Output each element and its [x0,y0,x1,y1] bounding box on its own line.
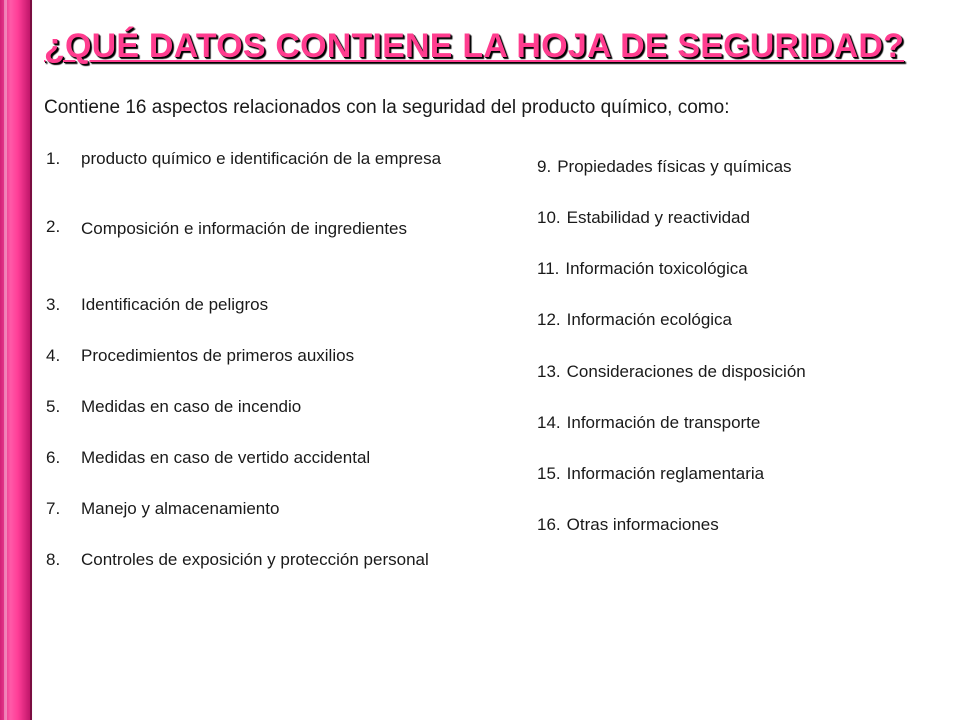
list-item-text: Propiedades físicas y químicas [557,157,792,176]
list-item-14 [537,411,760,435]
list-item-16 [537,513,719,537]
list-item-text: Medidas en caso de incendio [81,397,302,416]
list-item-4 [46,344,461,368]
list-item-text: Controles de exposición y protección personal [81,550,429,569]
list-item-number: 2. [46,217,61,236]
slide-title: ¿QUÉ DATOS CONTIENE LA HOJA DE SEGURIDAD? [44,27,905,65]
list-item-13 [537,360,806,384]
list-item-text: Información reglamentaria [566,464,765,483]
list-item-9 [537,155,792,179]
list-item-text: Composición e información de ingredientes [81,219,408,238]
list-item-text: Información ecológica [566,310,733,329]
list-item-2 [46,215,461,242]
list-item-number: 11. [537,259,560,278]
list-item-text: Estabilidad y reactividad [566,208,750,227]
list-item-text: Otras informaciones [566,515,719,534]
list-item-number: 7. [46,499,61,518]
list-item-8 [46,548,461,572]
list-item-text: Información de transporte [566,413,761,432]
list-item-number: 14. [537,413,561,432]
list-item-number: 1. [46,149,61,168]
accent-side-bar-highlight [4,0,7,720]
list-item-number: 10. [537,208,561,227]
list-item-1 [46,147,461,171]
list-item-11 [537,257,748,281]
list-item-7 [46,497,461,521]
list-item-number: 4. [46,346,61,365]
accent-side-bar-edge [30,0,32,720]
accent-side-bar [0,0,30,720]
list-item-12 [537,308,732,332]
list-item-text: Manejo y almacenamiento [81,499,280,518]
list-item-text: producto químico e identificación de la empresa [81,149,442,168]
list-item-number: 16. [537,515,561,534]
intro-text: Contiene 16 aspectos relacionados con la seguridad del producto químico, como: [44,97,730,118]
list-item-text: Información toxicológica [565,259,748,278]
list-item-number: 8. [46,550,61,569]
list-item-text: Procedimientos de primeros auxilios [81,346,355,365]
list-item-15 [537,462,764,486]
list-item-text: Identificación de peligros [81,295,269,314]
list-item-number: 12. [537,310,561,329]
list-item-6 [46,446,461,470]
list-item-number: 6. [46,448,61,467]
list-item-number: 5. [46,397,61,416]
list-item-number: 9. [537,157,552,176]
list-item-3 [46,293,461,317]
list-item-10 [537,206,750,230]
list-item-number: 3. [46,295,61,314]
list-item-text: Consideraciones de disposición [566,362,806,381]
list-item-text: Medidas en caso de vertido accidental [81,448,371,467]
list-item-5 [46,395,461,419]
list-item-number: 13. [537,362,561,381]
list-item-number: 15. [537,464,561,483]
